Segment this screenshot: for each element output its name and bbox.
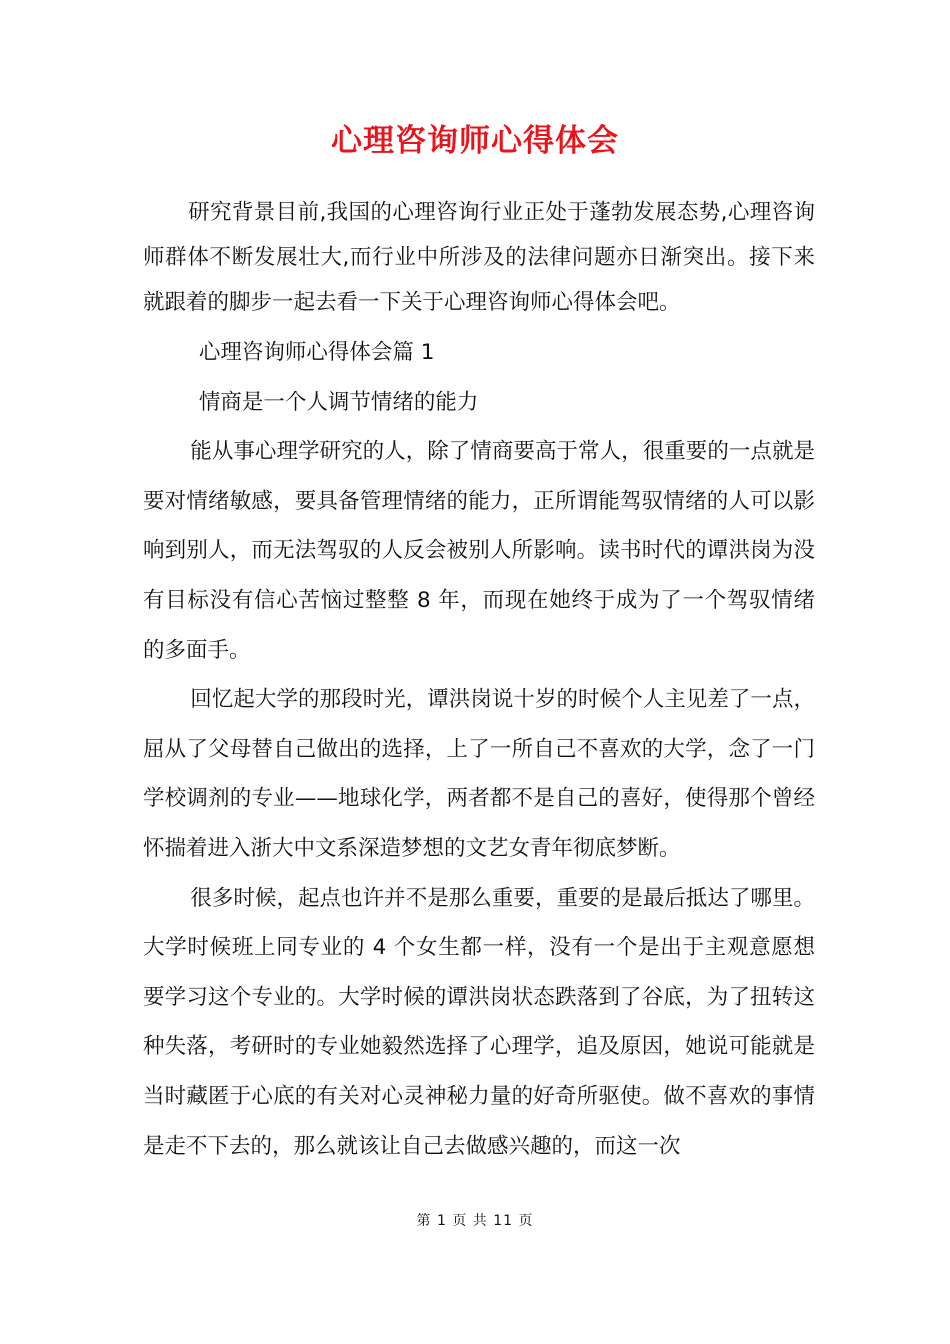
intro-paragraph: 研究背景目前,我国的心理咨询行业正处于蓬勃发展态势,心理咨询师群体不断发展壮大,而行业中所涉及的法律问题亦日渐突出。接下来就跟着的脚步一起去看一下关于心理咨询师心得体会吧。 [143,200,815,315]
section-subheading: 情商是一个人调节情绪的能力 [198,389,479,415]
body-paragraph: 很多时候，起点也许并不是那么重要，重要的是最后抵达了哪里。大学时候班上同专业的 4 个女生都一样，没有一个是出于主观意愿想要学习这个专业的。大学时候的谭洪岗状态跌落到了谷底，为了扭转这种失落，考研时的专业她毅然选择了心理学，追及原因，她说可能就是当时藏匿于心底的有关对心灵神秘力量的好奇所驱使。做不喜欢的事情是走不下去的，那么就该让自己去做感兴趣的，而这一次 [143,885,815,1159]
body-paragraph: 能从事心理学研究的人，除了情商要高于常人，很重要的一点就是要对情绪敏感，要具备管理情绪的能力，正所谓能驾驭情绪的人可以影响到别人，而无法驾驭的人反会被别人所影响。读书时代的谭洪岗为没有目标没有信心苦恼过整整 8 年，而现在她终于成为了一个驾驭情绪的多面手。 [143,439,815,663]
page-number-footer: 第 1 页 共 11 页 [416,1213,534,1229]
section-heading: 心理咨询师心得体会篇 1 [198,340,435,365]
document-title: 心理咨询师心得体会 [331,122,619,159]
document-body [143,190,815,1171]
body-paragraph: 回忆起大学的那段时光，谭洪岗说十岁的时候个人主见差了一点，屈从了父母替自己做出的选择，上了一所自己不喜欢的大学，念了一门学校调剂的专业——地球化学，两者都不是自己的喜好，使得那个曾经怀揣着进入浙大中文系深造梦想的文艺女青年彻底梦断。 [143,687,815,861]
